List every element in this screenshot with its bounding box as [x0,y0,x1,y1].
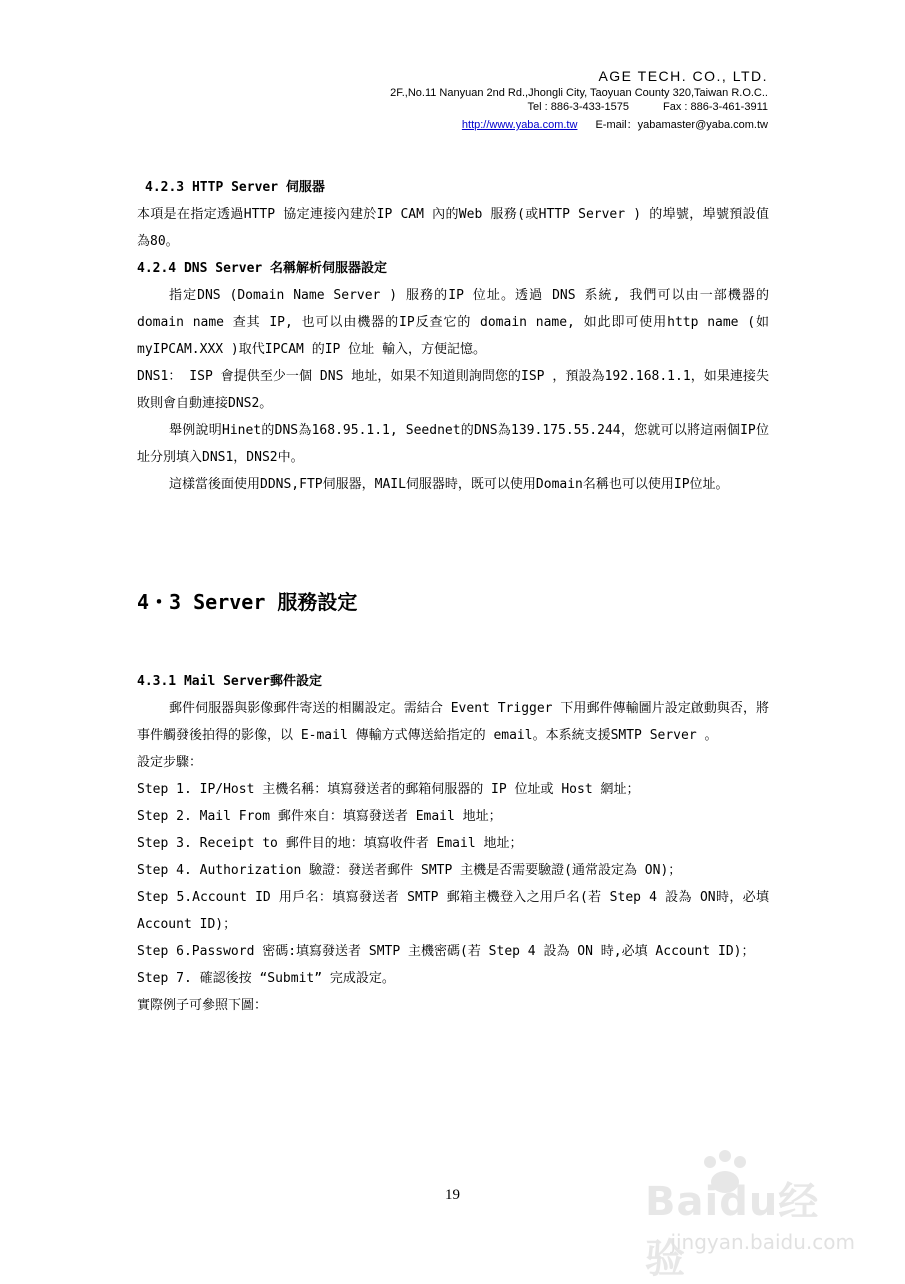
step-item: Step 3. Receipt to 郵件目的地：填寫收件者 Email 地址； [137,836,523,851]
step-item: Step 4. Authorization 驗證：發送者郵件 SMTP 主機是否需要驗證(通常設定為 ON)； [137,863,682,878]
heading-4-3-1: 4.3.1 Mail Server郵件設定 [137,674,323,689]
mail-server-section [137,668,769,1019]
paragraph-http-port: 本項是在指定透過HTTP 協定連接內建於IP CAM 內的Web 服務(或HTTP Server ) 的埠號，埠號預設值為80。 [137,207,769,249]
heading-4-3: 4・3 Server 服務設定 [137,590,358,614]
company-fax: Fax : 886-3-461-3911 [663,101,768,113]
company-phone-line [528,101,769,113]
dns-http-section [137,174,769,498]
steps-label: 設定步驟： [137,755,203,770]
page-number: 19 [445,1187,460,1203]
watermark-logo: Baidu经验 [645,1179,820,1282]
heading-4-2-3: 4.2.3 HTTP Server 伺服器 [145,180,325,195]
step-item: Step 1. IP/Host 主機名稱：填寫發送者的郵箱伺服器的 IP 位址或 Host 網址； [137,782,640,797]
paragraph-dns-example: 舉例說明Hinet的DNS為168.95.1.1, Seednet的DNS為139.175.55.244，您就可以將這兩個IP位址分別填入DNS1，DNS2中。 [137,423,769,465]
company-email: E-mail：yabamaster@yaba.com.tw [595,119,768,131]
company-web-line [462,116,768,132]
paragraph-dns-intro: 指定DNS (Domain Name Server ) 服務的IP 位址。透過 DNS 系統, 我們可以由一部機器的domain name 查其 IP, 也可以由機器的IP反查它的 domain name, 如此即可使用http name (如myIPCAM.XXX )取代IPCAM 的IP 位址 輸入，方便記憶。 [137,288,769,357]
paragraph-dns-usage: 這樣當後面使用DDNS,FTP伺服器，MAIL伺服器時，既可以使用Domain名稱也可以使用IP位址。 [169,477,729,492]
company-tel: Tel : 886-3-433-1575 [527,101,630,113]
heading-4-2-4: 4.2.4 DNS Server 名稱解析伺服器設定 [137,261,388,276]
company-address: 2F.,No.11 Nanyuan 2nd Rd.,Jhongli City, Taoyuan County 320,Taiwan R.O.C.. [390,87,768,99]
website-link[interactable]: http://www.yaba.com.tw [461,119,578,131]
paragraph-dns1: DNS1： ISP 會提供至少一個 DNS 地址，如果不知道則詢問您的ISP ，預設為192.168.1.1，如果連接失敗則會自動連接DNS2。 [137,369,769,411]
example-note: 實際例子可參照下圖： [137,998,268,1013]
watermark-url: jingyan.baidu.com [670,1230,855,1254]
step-item: Step 7. 確認後按 “Submit” 完成設定。 [137,971,395,986]
step-item: Step 2. Mail From 郵件來自：填寫發送者 Email 地址； [137,809,502,824]
step-item: Step 6.Password 密碼:填寫發送者 SMTP 主機密碼(若 Step 4 設為 ON 時,必填 Account ID)； [137,944,755,959]
baidu-watermark [645,1150,865,1282]
paragraph-mail-intro: 郵件伺服器與影像郵件寄送的相關設定。需結合 Event Trigger 下用郵件傳輸圖片設定啟動與否，將事件觸發後拍得的影像，以 E-mail 傳輸方式傳送給指定的 email。本系統支援SMTP Server 。 [137,701,769,743]
step-item: Step 5.Account ID 用戶名：填寫發送者 SMTP 郵箱主機登入之用戶名(若 Step 4 設為 ON時，必填 Account ID)； [137,890,769,932]
company-name: AGE TECH. CO., LTD. [598,68,768,84]
